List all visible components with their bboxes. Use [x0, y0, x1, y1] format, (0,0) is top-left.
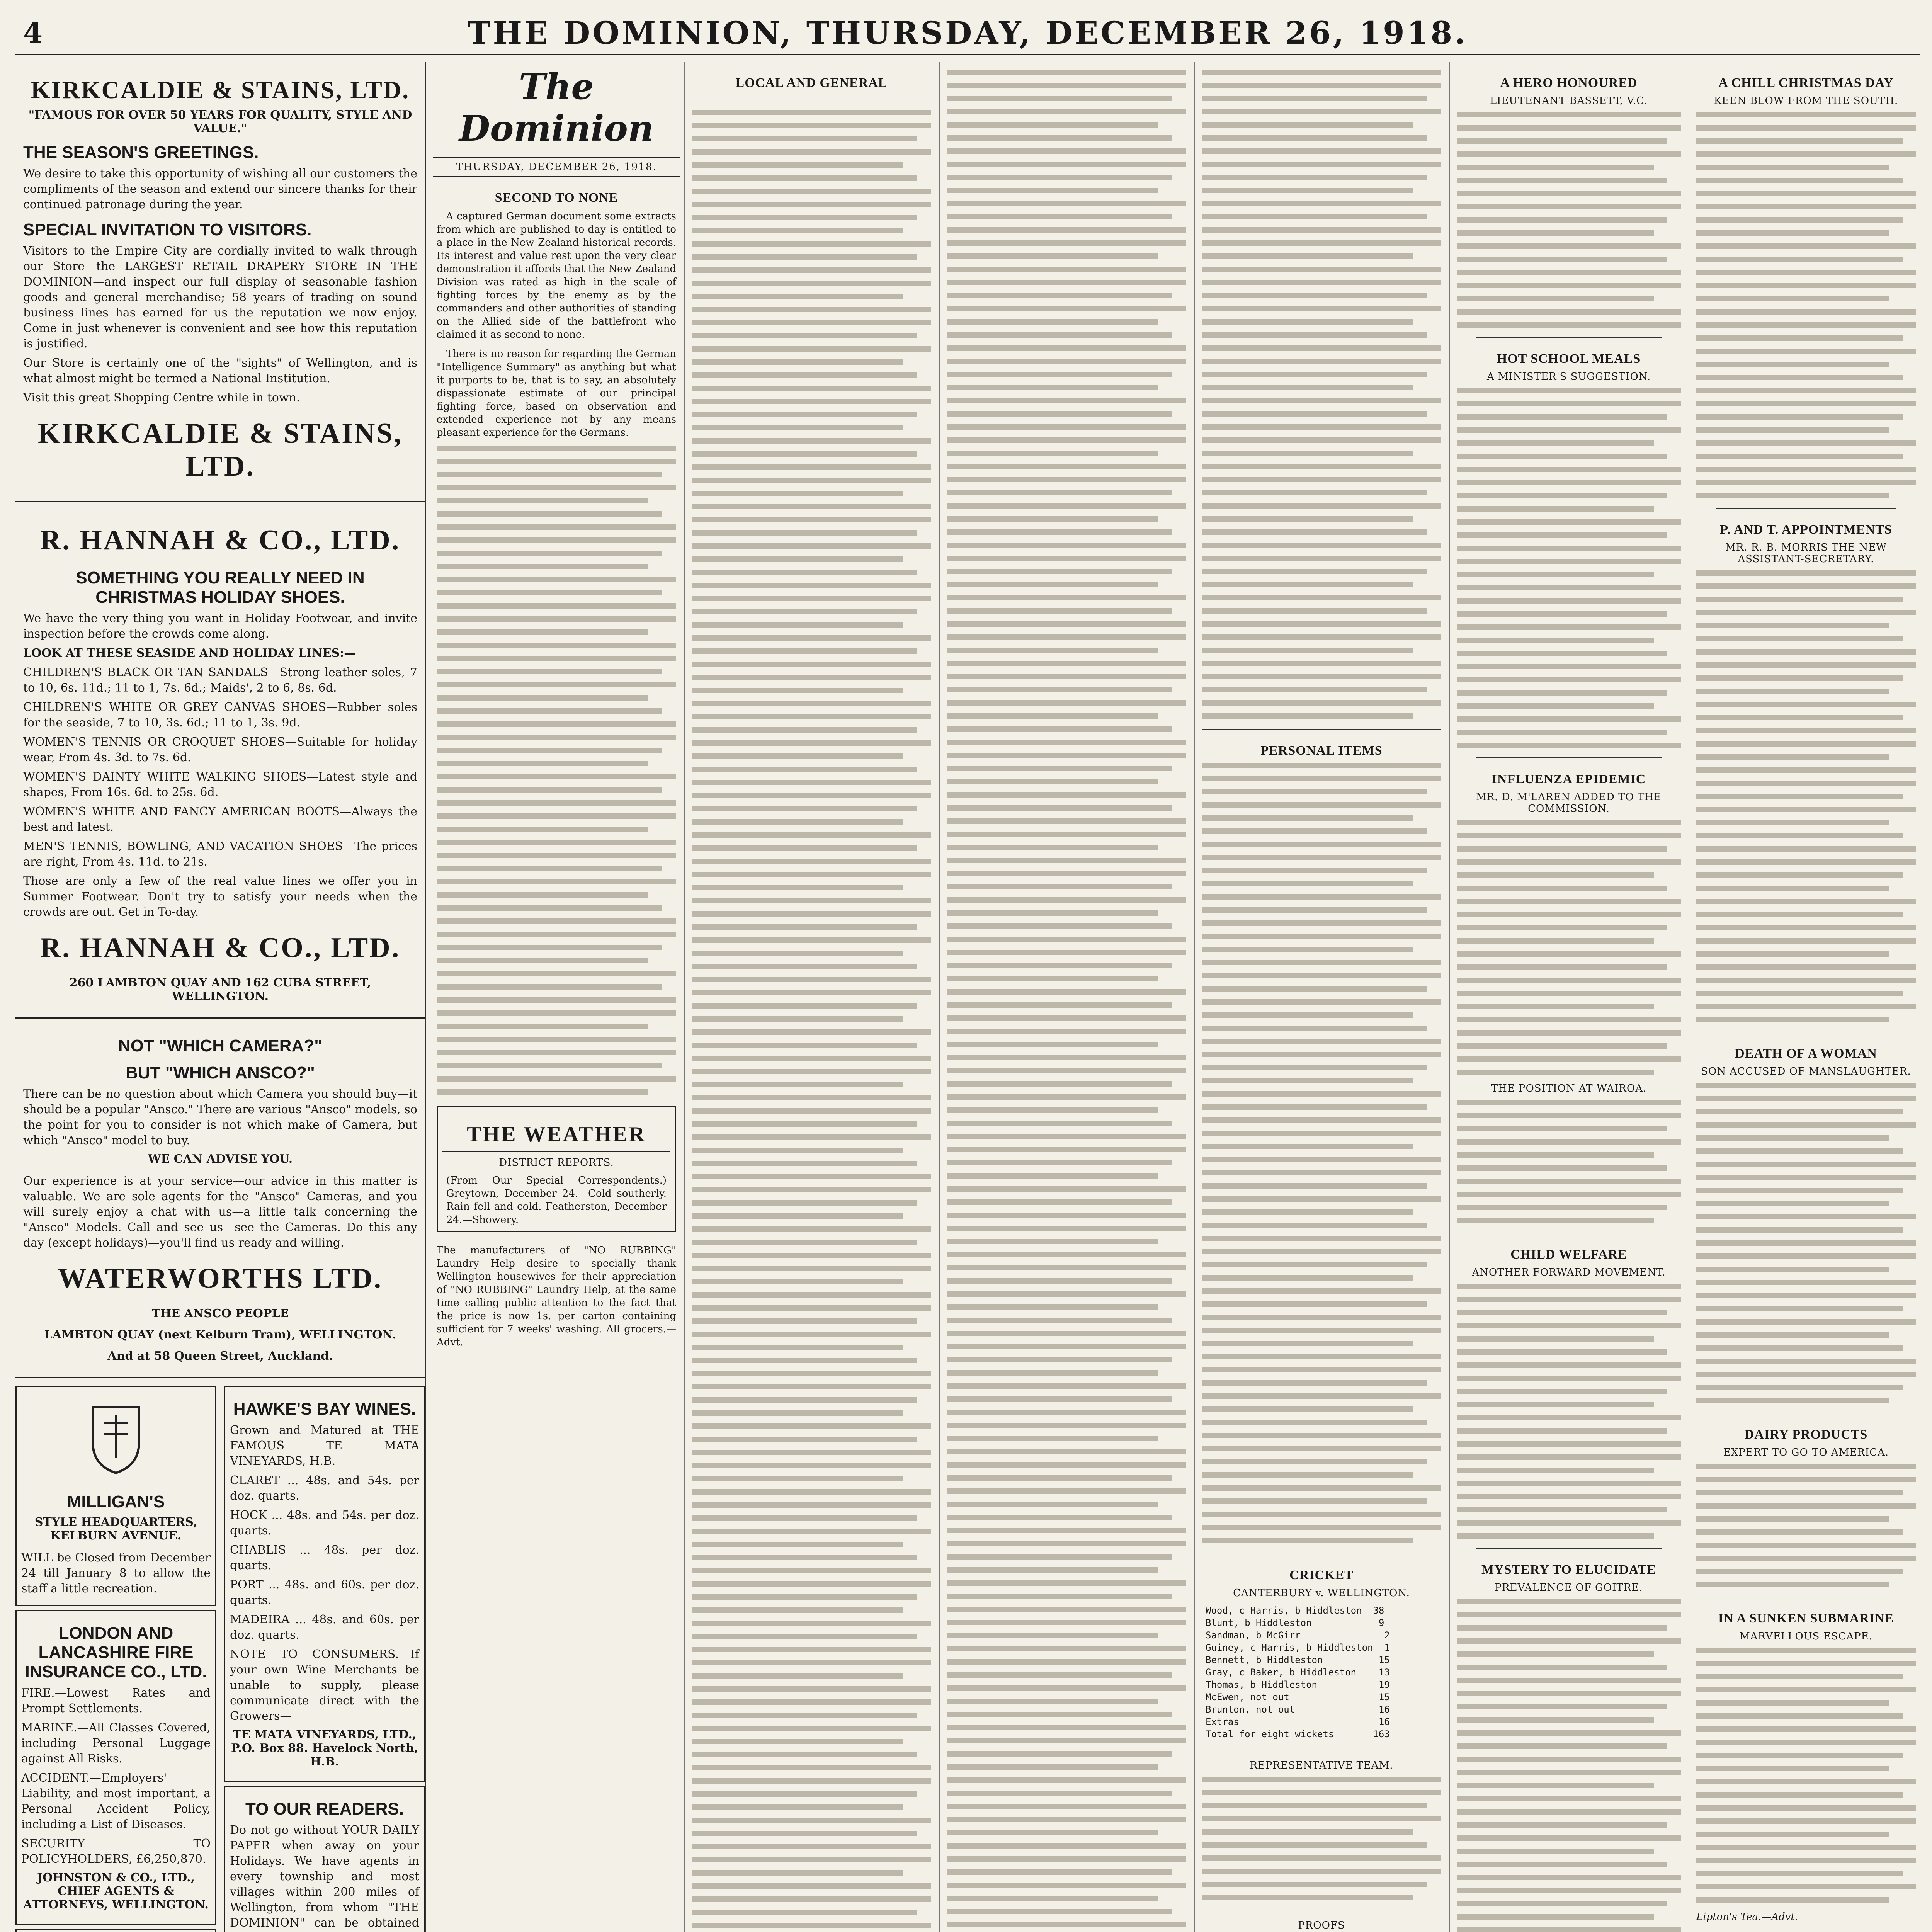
- cricket-score: Guiney, c Harris, b Hiddleston 1: [1206, 1642, 1390, 1653]
- personal-head: PERSONAL ITEMS: [1260, 743, 1383, 758]
- editorial-paragraph: A captured German document some extracts from which are published to-day is entitled to a place in the New Zealand historical records. Its interest and value rest upon the very clear demonstration it affords that the New Zealand Division was rated as high in the scale of fighting forces by the enemy as by the commanders and other authorities of standing on the Allied side of the battlefront who claimed it as second to none.: [437, 211, 676, 340]
- our-readers-ad: [224, 1786, 425, 1932]
- small-ads-left: [15, 1382, 216, 1932]
- liptons-ad: Lipton's Tea.—Advt.: [1696, 1911, 1798, 1923]
- editorial-paper-name: The Dominion: [433, 62, 680, 158]
- editorial-body: [437, 210, 676, 439]
- ansco-text: There can be no question about which Camera you should buy—it should be a popular "Ansco." There are various "Ansco" models, so the point for you to consider is not which make of Camera, but which "Ansco" model to buy.: [23, 1087, 417, 1147]
- local-head: LOCAL AND GENERAL: [735, 76, 888, 90]
- child-welfare-sub: ANOTHER FORWARD MOVEMENT.: [1472, 1267, 1666, 1278]
- waterworths-sub: THE ANSCO PEOPLE: [151, 1307, 289, 1320]
- cricket-score: Total for eight wickets 163: [1206, 1729, 1390, 1740]
- submarine-head: IN A SUNKEN SUBMARINE: [1718, 1611, 1894, 1626]
- child-welfare-head: CHILD WELFARE: [1510, 1247, 1627, 1262]
- dairy-lines: [1696, 1464, 1916, 1587]
- pt-sub: MR. R. B. MORRIS THE NEW ASSISTANT-SECRETARY.: [1725, 542, 1887, 565]
- column-rule: [939, 62, 940, 1932]
- cricket-score: Thomas, b Hiddleston 19: [1206, 1679, 1390, 1690]
- ansco-q2: BUT "WHICH ANSCO?": [126, 1063, 315, 1082]
- news-lines: [1202, 70, 1441, 719]
- hero-sub: LIEUTENANT BASSETT, V.C.: [1490, 95, 1648, 107]
- local-continued-column: [943, 62, 1190, 1932]
- local-column: [688, 62, 935, 1932]
- dairy-sub: EXPERT TO GO TO AMERICA.: [1723, 1447, 1889, 1458]
- cricket-head: CRICKET: [1289, 1568, 1354, 1582]
- hero-lines: [1457, 112, 1681, 328]
- insurance-line: MARINE.—All Classes Covered, including Personal Luggage against All Risks.: [21, 1721, 211, 1765]
- milligan-notice: WILL be Closed from December 24 till January 8 to allow the staff a little recreation.: [21, 1551, 211, 1595]
- hannah-item: WOMEN'S DAINTY WHITE WALKING SHOES—Latest style and shapes, From 16s. 6d. to 25s. 6d.: [23, 770, 417, 799]
- cricket-sub: CANTERBURY v. WELLINGTON.: [1233, 1587, 1410, 1599]
- masthead: [15, 12, 1920, 56]
- ansco-advise: WE CAN ADVISE YOU.: [148, 1152, 293, 1166]
- goitre-head: MYSTERY TO ELUCIDATE: [1481, 1563, 1656, 1577]
- paper-title: THE DOMINION, THURSDAY, DECEMBER 26, 1918.: [467, 15, 1468, 51]
- goitre-lines: [1457, 1599, 1681, 1932]
- local-continued-lines: [947, 70, 1186, 1932]
- waterworths-addr1: LAMBTON QUAY (next Kelburn Tram), WELLINGTON.: [44, 1328, 396, 1342]
- dairy-head: DAIRY PRODUCTS: [1744, 1427, 1868, 1442]
- hannah-address: 260 LAMBTON QUAY AND 162 CUBA STREET, WELLINGTON.: [69, 976, 371, 1003]
- ansco-ad: [15, 1022, 425, 1378]
- wines-line: CLARET ... 48s. and 54s. per doz. quarts.: [230, 1474, 419, 1503]
- divider: [1716, 508, 1896, 509]
- hannah-item: CHILDREN'S WHITE OR GREY CANVAS SHOES—Rubber soles for the seaside, 7 to 10, 3s. 6d.; 11 to 1, 3s. 9d.: [23, 701, 417, 730]
- position-lines: [1457, 1100, 1681, 1223]
- kirkcaldie-store-text: Our Store is certainly one of the "sights" of Wellington, and is what almost might be termed a National Institution.: [23, 356, 417, 385]
- wines-line: MADEIRA ... 48s. and 60s. per doz. quarts.: [230, 1613, 419, 1642]
- death-head: DEATH OF A WOMAN: [1735, 1046, 1877, 1061]
- rep-team-head: REPRESENTATIVE TEAM.: [1250, 1760, 1393, 1771]
- hannah-intro: We have the very thing you want in Holiday Footwear, and invite inspection before the crowds come along.: [23, 612, 417, 641]
- small-ads-row: [15, 1382, 425, 1932]
- kirkcaldie-footer: KIRKCALDIE & STAINS, LTD.: [37, 418, 403, 482]
- submarine-lines: [1696, 1648, 1916, 1903]
- chill-head: A CHILL CHRISTMAS DAY: [1718, 76, 1894, 90]
- ingersoll-ad: [15, 1929, 216, 1932]
- milligan-line: STYLE HEADQUARTERS, KELBURN AVENUE.: [34, 1515, 197, 1543]
- hannah-footer: R. HANNAH & CO., LTD.: [40, 932, 401, 964]
- cricket-score: Brunton, not out 16: [1206, 1704, 1390, 1715]
- editorial-paragraph: There is no reason for regarding the German "Intelligence Summary" as anything but what it purports to be, that is to say, an absolutely dispassionate estimate of our principal fighting force, based on observation and extended experience—not by any means pleasant experience for the Germans.: [437, 348, 676, 439]
- wines-note: NOTE TO CONSUMERS.—If your own Wine Merchants be unable to supply, please communicate direct with the Growers—: [230, 1648, 419, 1723]
- influenza-head: INFLUENZA EPIDEMIC: [1492, 772, 1646, 786]
- weather-title: THE WEATHER: [442, 1116, 670, 1153]
- kirkcaldie-ad: [15, 62, 425, 502]
- laundry-ad: The manufacturers of "NO RUBBING" Laundry Help desire to specially thank Wellington housewives for their appreciation of "NO RUBBING" Laundry Help, at the same time calling public attention to the fact that the price is now 1s. per carton containing sufficient for 7 weeks' washing. All grocers.—Advt.: [437, 1245, 676, 1348]
- our-readers-head: TO OUR READERS.: [245, 1799, 404, 1818]
- kirkcaldie-visit-text: Visit this great Shopping Centre while in town.: [23, 391, 300, 405]
- column-rule: [1449, 62, 1450, 1932]
- wines-ad: [224, 1386, 425, 1782]
- page-number: 4: [23, 16, 43, 49]
- weather-sub: DISTRICT REPORTS.: [499, 1157, 614, 1168]
- chill-lines: [1696, 112, 1916, 498]
- pt-head: P. AND T. APPOINTMENTS: [1720, 522, 1892, 537]
- influenza-lines: [1457, 820, 1681, 1075]
- advertisements-column: [15, 62, 426, 1932]
- kirkcaldie-greeting-text: We desire to take this opportunity of wishing all our customers the compliments of the season and extend our sincere thanks for their continued patronage during the year.: [23, 167, 417, 211]
- position-head: THE POSITION AT WAIROA.: [1491, 1083, 1647, 1094]
- milligan-logo: [21, 1392, 211, 1485]
- wines-line: HOCK ... 48s. and 54s. per doz. quarts.: [230, 1509, 419, 1537]
- hannah-item: MEN'S TENNIS, BOWLING, AND VACATION SHOES—The prices are right, From 4s. 11d. to 21s.: [23, 840, 417, 869]
- column-rule: [684, 62, 685, 1932]
- divider: [1202, 728, 1441, 730]
- waterworths-title: WATERWORTHS LTD.: [58, 1263, 383, 1294]
- school-lines: [1457, 388, 1681, 748]
- wines-line: PORT ... 48s. and 60s. per doz. quarts.: [230, 1578, 419, 1607]
- pt-lines: [1696, 570, 1916, 1022]
- chill-sub: KEEN BLOW FROM THE SOUTH.: [1714, 95, 1898, 107]
- ansco-text2: Our experience is at your service—our advice in this matter is valuable. We are sole agents for the "Ansco" Cameras, and you will surely enjoy a chat with us—a little talk concerning the "Ansco" Models. Call and see us—see the Cameras. Do this any day (except holidays)—you'll find us ready and willing.: [23, 1174, 417, 1250]
- cricket-score: Wood, c Harris, b Hiddleston 38: [1206, 1605, 1384, 1616]
- cricket-score: Extras 16: [1206, 1716, 1390, 1727]
- hannah-headline: SOMETHING YOU REALLY NEED IN CHRISTMAS HOLIDAY SHOES.: [76, 568, 365, 607]
- child-welfare-lines: [1457, 1284, 1681, 1539]
- rep-team-lines: [1202, 1777, 1441, 1900]
- divider: [1202, 1553, 1441, 1554]
- insurance-line: FIRE.—Lowest Rates and Prompt Settlements.: [21, 1686, 211, 1715]
- hannah-item: WOMEN'S TENNIS OR CROQUET SHOES—Suitable for holiday wear, From 4s. 3d. to 7s. 6d.: [23, 735, 417, 764]
- news-column: [1198, 62, 1445, 1932]
- insurance-line: SECURITY TO POLICYHOLDERS, £6,250,870.: [21, 1837, 211, 1866]
- hero-head: A HERO HONOURED: [1500, 76, 1638, 90]
- wines-footer: TE MATA VINEYARDS, LTD., P.O. Box 88. Havelock North, H.B.: [231, 1728, 418, 1769]
- insurance-line: ACCIDENT.—Employers' Liability, and most important, a Personal Accident Policy, including a List of Diseases.: [21, 1771, 211, 1831]
- column-six: [1453, 62, 1685, 1932]
- weather-text: (From Our Special Correspondents.) Greytown, December 24.—Cold southerly. Rain fell and cold. Featherston, December 24.—Showery.: [446, 1175, 667, 1226]
- kirkcaldie-subtitle: "FAMOUS FOR OVER 50 YEARS FOR QUALITY, STYLE AND VALUE.": [28, 108, 412, 135]
- insurance-agents: JOHNSTON & CO., LTD., CHIEF AGENTS & ATTORNEYS, WELLINGTON.: [23, 1871, 209, 1912]
- local-text-lines: [692, 110, 931, 1932]
- milligan-brand: MILLIGAN'S: [67, 1492, 165, 1511]
- hannah-closing: Those are only a few of the real value lines we offer you in Summer Footwear. Don't try to satisfy your needs when the crowds are out. Get in To-day.: [23, 874, 417, 919]
- editorial-date: THURSDAY, DECEMBER 26, 1918.: [433, 158, 680, 177]
- cricket-score: Sandman, b McGirr 2: [1206, 1630, 1390, 1641]
- hannah-ad: [15, 506, 425, 1019]
- kirkcaldie-invite-head: SPECIAL INVITATION TO VISITORS.: [23, 220, 312, 239]
- kirkcaldie-invite-text: Visitors to the Empire City are cordially invited to walk through our Store—the LARGEST RETAIL DRAPERY STORE IN THE DOMINION—and inspect our full display of seasonable fashion goods and general merchandise; 58 years of trading on sound business lines has earned for us the reputation we now enjoy. Come in just whenever is convenient and see how this reputation is justified.: [23, 244, 417, 350]
- hannah-item: WOMEN'S WHITE AND FANCY AMERICAN BOOTS—Always the best and latest.: [23, 805, 417, 834]
- cricket-score: Gray, c Baker, b Hiddleston 13: [1206, 1667, 1390, 1678]
- milligan-ad: [15, 1386, 216, 1606]
- small-ads-right: [224, 1382, 425, 1932]
- kirkcaldie-greeting: THE SEASON'S GREETINGS.: [23, 143, 259, 162]
- insurance-ad: [15, 1610, 216, 1925]
- editorial-head: SECOND TO NONE: [495, 190, 618, 205]
- personal-lines: [1202, 763, 1441, 1543]
- ansco-q1: NOT "WHICH CAMERA?": [118, 1036, 323, 1055]
- editorial-text-lines: [437, 446, 676, 1095]
- waterworths-addr2: And at 58 Queen Street, Auckland.: [107, 1349, 333, 1363]
- divider: [1476, 757, 1662, 758]
- divider: [1476, 337, 1662, 338]
- kirkcaldie-title: KIRKCALDIE & STAINS, LTD.: [31, 76, 410, 104]
- death-lines: [1696, 1083, 1916, 1403]
- crest-icon: [85, 1400, 147, 1477]
- goitre-sub: PREVALENCE OF GOITRE.: [1495, 1582, 1643, 1594]
- column-rule: [1194, 62, 1195, 1932]
- insurance-title: LONDON AND LANCASHIRE FIRE INSURANCE CO., LTD.: [25, 1624, 207, 1681]
- school-sub: A MINISTER'S SUGGESTION.: [1486, 371, 1651, 383]
- weather-box: [437, 1106, 676, 1232]
- editorial-column: [433, 62, 680, 1932]
- wines-title: HAWKE'S BAY WINES.: [233, 1400, 416, 1418]
- influenza-sub: MR. D. M'LAREN ADDED TO THE COMMISSION.: [1476, 791, 1662, 815]
- wines-line: CHABLIS ... 48s. per doz. quarts.: [230, 1543, 419, 1572]
- hannah-item: CHILDREN'S BLACK OR TAN SANDALS—Strong leather soles, 7 to 10, 6s. 11d.; 11 to 1, 7s. 6d.; Maids', 2 to 6, 8s. 6d.: [23, 666, 417, 695]
- submarine-sub: MARVELLOUS ESCAPE.: [1740, 1631, 1872, 1642]
- hannah-title: R. HANNAH & CO., LTD.: [40, 524, 401, 556]
- wines-sub: Grown and Matured at THE FAMOUS TE MATA VINEYARDS, H.B.: [230, 1423, 419, 1468]
- proofs-head: PROOFS: [1298, 1920, 1345, 1931]
- cricket-score: Bennett, b Hiddleston 15: [1206, 1655, 1390, 1665]
- school-head: HOT SCHOOL MEALS: [1497, 352, 1641, 366]
- cricket-score: McEwen, not out 15: [1206, 1692, 1390, 1702]
- column-seven: [1692, 62, 1920, 1932]
- divider: [1476, 1548, 1662, 1549]
- death-sub: SON ACCUSED OF MANSLAUGHTER.: [1701, 1066, 1911, 1077]
- cricket-score: Blunt, b Hiddleston 9: [1206, 1617, 1384, 1628]
- hannah-list-head: LOOK AT THESE SEASIDE AND HOLIDAY LINES:—: [23, 646, 356, 660]
- our-readers-text: Do not go without YOUR DAILY PAPER when away on your Holidays. We have agents in every township and most villages within 200 miles of Wellington, from whom "THE DOMINION" can be obtained: [230, 1823, 419, 1930]
